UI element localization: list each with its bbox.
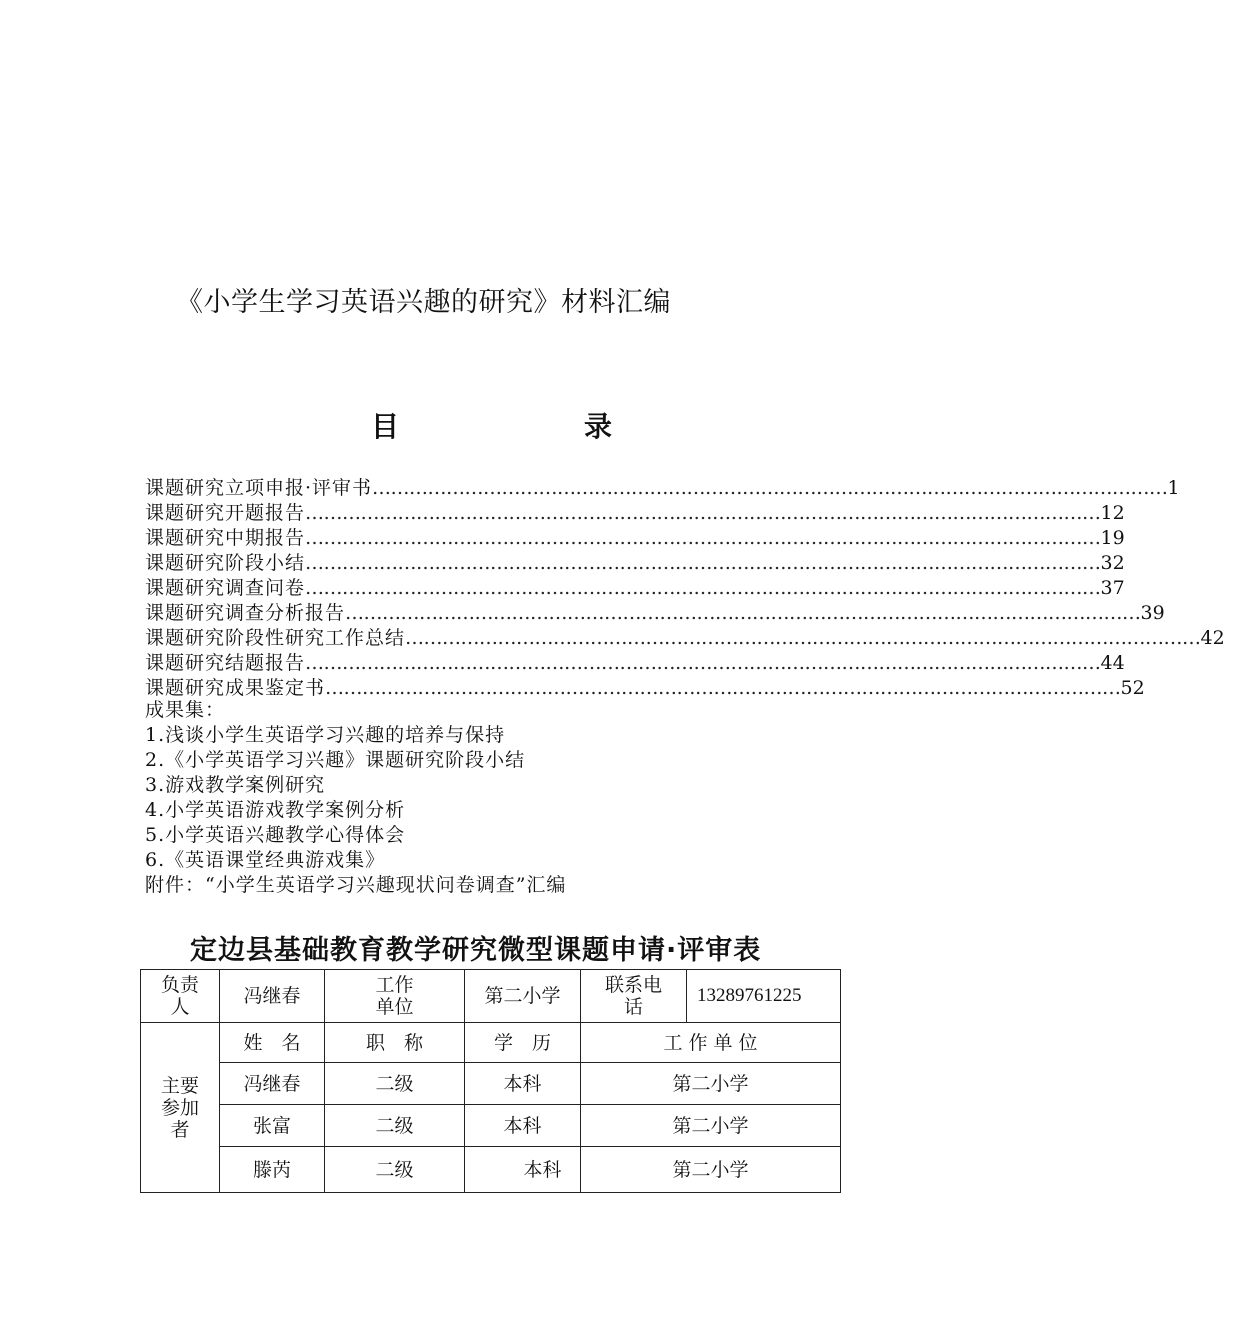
toc-entry-page: 32 <box>1100 552 1125 574</box>
members-label-cell <box>141 1023 220 1193</box>
header-work-unit: 工 作 单 位 <box>581 1023 841 1063</box>
form-title: 定边县基础教育教学研究微型课题申请·评审表 <box>190 935 762 966</box>
header-name: 姓 名 <box>220 1023 325 1063</box>
toc-entry <box>145 523 1125 549</box>
application-form-table <box>140 969 841 1193</box>
member-row <box>141 1147 841 1193</box>
toc-leader-dots: ………………………………………………………………………………………………………………… <box>372 477 1168 499</box>
toc-entry-page: 42 <box>1200 627 1225 649</box>
phone-label-cell <box>581 970 687 1023</box>
toc-leader-dots: ………………………………………………………………………………………………………………… <box>305 652 1101 674</box>
toc-entry-page: 39 <box>1140 602 1165 624</box>
toc-entry-label: 课题研究成果鉴定书 <box>145 677 326 699</box>
member-title: 二级 <box>325 1063 465 1105</box>
member-row <box>141 1063 841 1105</box>
member-education: 本科 <box>465 1063 581 1105</box>
phone-value-cell: 13289761225 <box>687 970 841 1023</box>
leader-label-line2: 人 <box>170 996 190 1018</box>
toc-leader-dots: ………………………………………………………………………………………………………………… <box>345 602 1141 624</box>
result-item: 6.《英语课堂经典游戏集》 <box>145 849 386 871</box>
member-education: 本科 <box>465 1105 581 1147</box>
table-of-contents <box>145 473 1225 898</box>
form-row-leader <box>141 970 841 1023</box>
toc-entry <box>145 498 1125 524</box>
results-heading: 成果集： <box>145 699 226 721</box>
member-name: 滕芮 <box>220 1147 325 1193</box>
member-unit: 第二小学 <box>581 1063 841 1105</box>
document-title: 《小学生学习英语兴趣的研究》材料汇编 <box>176 287 671 318</box>
toc-entry-page: 12 <box>1100 502 1125 524</box>
toc-entry-page: 19 <box>1100 527 1125 549</box>
leader-name-cell: 冯继春 <box>220 970 325 1023</box>
toc-entry-label: 课题研究结题报告 <box>145 652 306 674</box>
toc-entry <box>145 548 1125 574</box>
toc-entry <box>145 473 1180 499</box>
leader-label-line1: 负责 <box>160 974 199 996</box>
toc-entry <box>145 648 1125 674</box>
unit-value-cell: 第二小学 <box>465 970 581 1023</box>
toc-leader-dots: ………………………………………………………………………………………………………………… <box>305 527 1101 549</box>
member-unit: 第二小学 <box>581 1147 841 1193</box>
toc-heading-char-2: 录 <box>584 410 613 443</box>
result-item: 2.《小学英语学习兴趣》课题研究阶段小结 <box>145 749 526 771</box>
toc-entry-label: 课题研究阶段性研究工作总结 <box>145 627 406 649</box>
member-title: 二级 <box>325 1105 465 1147</box>
members-label-line3: 者 <box>170 1118 190 1141</box>
header-title: 职 称 <box>325 1023 465 1063</box>
toc-leader-dots: ………………………………………………………………………………………………………………… <box>405 627 1201 649</box>
toc-heading-char-1: 目 <box>371 410 400 443</box>
member-education: 本科 <box>465 1147 581 1193</box>
unit-label-cell <box>325 970 465 1023</box>
toc-entry-page: 52 <box>1120 677 1145 699</box>
toc-leader-dots: ………………………………………………………………………………………………………………… <box>305 502 1101 524</box>
unit-label-line2: 单位 <box>375 996 414 1018</box>
header-education: 学 历 <box>465 1023 581 1063</box>
toc-entry-label: 课题研究开题报告 <box>145 502 306 524</box>
toc-leader-dots: ………………………………………………………………………………………………………………… <box>305 552 1101 574</box>
toc-entry-page: 44 <box>1100 652 1125 674</box>
toc-entry <box>145 623 1225 649</box>
member-title: 二级 <box>325 1147 465 1193</box>
phone-label-line1: 联系电 <box>604 974 662 996</box>
appendix-line: 附件：“小学生英语学习兴趣现状问卷调查”汇编 <box>145 874 567 896</box>
phone-label-line2: 话 <box>623 996 643 1018</box>
member-unit: 第二小学 <box>581 1105 841 1147</box>
toc-entry <box>145 573 1125 599</box>
result-item: 3.游戏教学案例研究 <box>145 774 326 796</box>
form-row-headers <box>141 1023 841 1063</box>
toc-entry-page: 1 <box>1167 477 1180 499</box>
leader-label-cell <box>141 970 220 1023</box>
toc-entry <box>145 598 1165 624</box>
toc-entry-label: 课题研究调查分析报告 <box>145 602 346 624</box>
toc-entry-label: 课题研究立项申报·评审书 <box>145 477 373 499</box>
toc-entry-label: 课题研究中期报告 <box>145 527 306 549</box>
member-name: 冯继春 <box>220 1063 325 1105</box>
toc-leader-dots: ………………………………………………………………………………………………………………… <box>305 577 1101 599</box>
toc-entry-label: 课题研究调查问卷 <box>145 577 306 599</box>
toc-entry-label: 课题研究阶段小结 <box>145 552 306 574</box>
toc-leader-dots: ………………………………………………………………………………………………………………… <box>325 677 1121 699</box>
result-item: 4.小学英语游戏教学案例分析 <box>145 799 406 821</box>
result-item: 5.小学英语兴趣教学心得体会 <box>145 824 406 846</box>
unit-label-line1: 工作 <box>375 974 414 996</box>
members-label-line2: 参加 <box>160 1096 199 1119</box>
members-label-line1: 主要 <box>160 1074 199 1097</box>
toc-entry-page: 37 <box>1100 577 1125 599</box>
result-item: 1.浅谈小学生英语学习兴趣的培养与保持 <box>145 724 506 746</box>
member-name: 张富 <box>220 1105 325 1147</box>
member-row <box>141 1105 841 1147</box>
toc-entry <box>145 673 1145 699</box>
